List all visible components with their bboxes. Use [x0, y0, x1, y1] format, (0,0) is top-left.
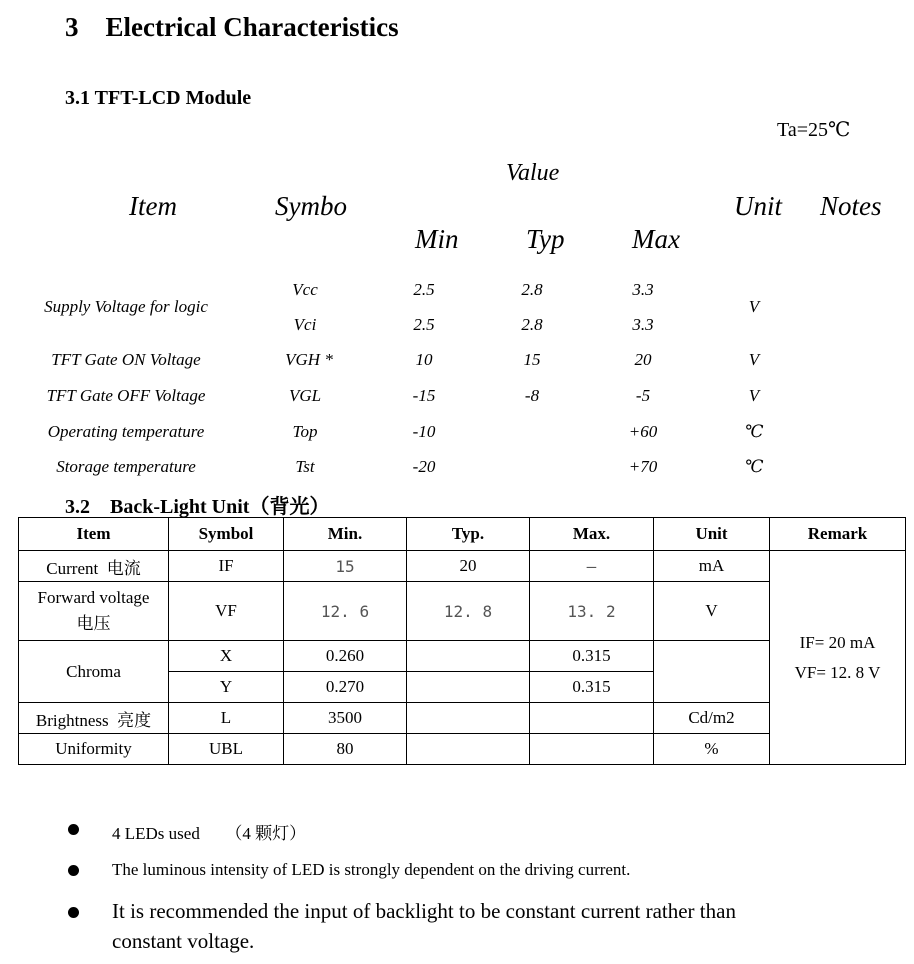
tft-unit-vgh: V [748, 350, 760, 369]
table-header-row [19, 518, 906, 551]
tft-item-gate-on: TFT Gate ON Voltage [51, 350, 201, 369]
cell-max-current: – [530, 551, 654, 582]
cell-typ-current: 20 [407, 551, 530, 582]
col-header-symbol: Symbol [169, 518, 284, 551]
cell-min-y: 0.270 [284, 672, 407, 703]
tft-header-max: Max [632, 224, 680, 254]
bullet-icon [68, 824, 79, 835]
col-header-remark: Remark [770, 518, 906, 551]
tft-header-value: Value [506, 160, 560, 186]
note-leds-used: 4 LEDs used （4 颗灯） [112, 824, 307, 843]
tft-unit-top: ℃ [744, 422, 764, 441]
tft-min-vgl: -15 [412, 386, 436, 405]
tft-header-min: Min [415, 224, 459, 254]
tft-header-item: Item [129, 191, 177, 221]
cell-typ-y [407, 672, 530, 703]
cell-symbol-x: X [169, 641, 284, 672]
note-intensity: The luminous intensity of LED is strongly dependent on the driving current. [112, 860, 631, 879]
tft-symbol-top: Top [292, 422, 318, 441]
tft-typ-vci: 2.8 [521, 315, 543, 334]
tft-min-vcc: 2.5 [413, 280, 435, 299]
tft-header-notes: Notes [820, 191, 882, 221]
section-title: 3 Electrical Characteristics [65, 12, 399, 42]
cell-unit-chroma [654, 641, 770, 703]
tft-header-symbol: Symbo [275, 191, 347, 221]
tft-item-supply: Supply Voltage for logic [44, 297, 208, 316]
cell-max-y: 0.315 [530, 672, 654, 703]
tft-typ-vgh: 15 [523, 350, 541, 369]
tft-symbol-tst: Tst [295, 457, 315, 476]
tft-unit-vgl: V [748, 386, 760, 405]
cell-max-x: 0.315 [530, 641, 654, 672]
cell-min-current: 15 [284, 551, 407, 582]
cell-item-chroma: Chroma [19, 641, 169, 703]
bullet-icon [68, 907, 79, 918]
cell-max-forward: 13. 2 [530, 582, 654, 641]
tft-typ-vcc: 2.8 [521, 280, 543, 299]
cell-item-forward [19, 582, 169, 641]
cell-max-brightness [530, 703, 654, 734]
table-row [19, 551, 906, 582]
cell-unit-brightness: Cd/m2 [654, 703, 770, 734]
col-header-typ: Typ. [407, 518, 530, 551]
tft-item-operating: Operating temperature [47, 422, 205, 441]
col-header-unit: Unit [654, 518, 770, 551]
tft-min-vgh: 10 [415, 350, 433, 369]
cell-unit-current: mA [654, 551, 770, 582]
cell-symbol-l: L [169, 703, 284, 734]
tft-symbol-vcc: Vcc [292, 280, 318, 299]
cell-symbol-if: IF [169, 551, 284, 582]
temperature-condition: Ta=25℃ [777, 119, 851, 141]
tft-max-top: +60 [628, 422, 658, 441]
tft-typ-vgl: -8 [524, 386, 540, 405]
tft-unit-supply: V [748, 297, 760, 316]
col-header-min: Min. [284, 518, 407, 551]
cell-min-x: 0.260 [284, 641, 407, 672]
cell-min-forward: 12. 6 [284, 582, 407, 641]
cell-typ-brightness [407, 703, 530, 734]
tft-item-storage: Storage temperature [56, 457, 196, 476]
tft-header-unit: Unit [734, 191, 783, 221]
tft-min-top: -10 [412, 422, 436, 441]
tft-max-vci: 3.3 [632, 315, 654, 334]
tft-min-vci: 2.5 [413, 315, 435, 334]
tft-max-vgl: -5 [635, 386, 651, 405]
cell-min-brightness: 3500 [284, 703, 407, 734]
remark-if: IF= 20 mA [799, 632, 876, 652]
tft-max-vcc: 3.3 [632, 280, 654, 299]
cell-typ-forward: 12. 8 [407, 582, 530, 641]
cell-item-brightness: Brightness 亮度 [19, 703, 169, 734]
remark-vf: VF= 12. 8 V [794, 662, 881, 682]
cell-symbol-y: Y [169, 672, 284, 703]
cell-symbol-ubl: UBL [169, 734, 284, 765]
cell-min-uniformity: 80 [284, 734, 407, 765]
tft-min-tst: -20 [412, 457, 436, 476]
col-header-item: Item [19, 518, 169, 551]
cell-unit-forward: V [654, 582, 770, 641]
tft-item-gate-off: TFT Gate OFF Voltage [46, 386, 206, 405]
bullet-icon [68, 865, 79, 876]
cell-symbol-vf: VF [169, 582, 284, 641]
cell-unit-uniformity: % [654, 734, 770, 765]
cell-item-current: Current 电流 [19, 551, 169, 582]
note-constant-current-line1: It is recommended the input of backlight to be constant current rather than [112, 899, 736, 923]
tft-unit-tst: ℃ [744, 457, 764, 476]
subsection-title-tft: 3.1 TFT-LCD Module [65, 87, 252, 109]
tft-symbol-vgh: VGH * [285, 350, 333, 369]
forward-label-line2: 电压 [76, 614, 111, 633]
subsection-title-backlight: 3.2 Back-Light Unit（背光） [65, 496, 330, 518]
col-header-max: Max. [530, 518, 654, 551]
tft-max-tst: +70 [628, 457, 658, 476]
cell-typ-uniformity [407, 734, 530, 765]
backlight-table [18, 517, 906, 765]
forward-label-line1: Forward voltage [37, 588, 150, 607]
tft-symbol-vgl: VGL [288, 386, 322, 405]
cell-max-uniformity [530, 734, 654, 765]
tft-header-typ: Typ [526, 224, 565, 254]
note-constant-current-line2: constant voltage. [112, 929, 255, 953]
cell-item-uniformity: Uniformity [19, 734, 169, 765]
tft-symbol-vci: Vci [293, 315, 317, 334]
cell-typ-x [407, 641, 530, 672]
tft-max-vgh: 20 [634, 350, 652, 369]
cell-remark [770, 551, 906, 765]
